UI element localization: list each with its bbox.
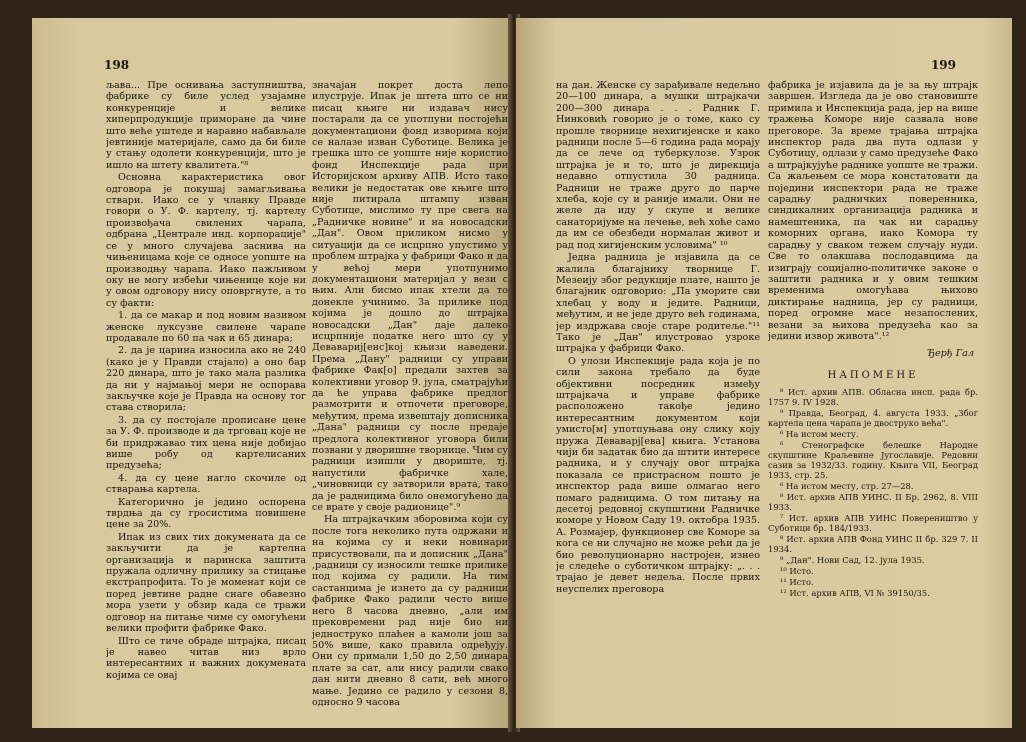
footnote: ⁶ Стенографске белешке Народне скупштине Краљевине Југославије. Редовни сазив за 1932/33. годину. Књига VII, Београд 1933, стр. 25.	[768, 440, 978, 481]
paragraph: 4. да су цене нагло скочиле од стварања картела.	[106, 472, 306, 496]
left-page	[32, 18, 510, 728]
paragraph: Основна карактеристика овог одговора је покушај замагљивања ствари. Иако се у чланку Правде говори о У. Ф. картелу, тј. картелу произвођача свилених чарапа, одбрана „Централе инд. корпорације" се у много случајева заснива на чињеницама које се односе уопште на производњу чарапа. Иако пажљивом оку не могу избећи чињенице које ни у овом одговору нису оповргнуте, а то су факти:	[106, 172, 306, 309]
footnote: ⁶ На истом месту.	[780, 429, 859, 440]
right-page-number: 199	[930, 58, 956, 72]
footnote: ⁸ Ист. архив АПВ УИНС. II Бр. 2962, 8. VIII 1933.	[768, 492, 978, 513]
paragraph: 3. да су постојале прописане цене за У. Ф. производе и да трговац које не би придржавао тих цена није добијао више робу од картелисаних предузећа;	[106, 414, 306, 472]
notes-heading: НАПОМЕНЕ	[827, 369, 919, 381]
paragraph: О улози Инспекције рада која је по сили закона требало да буде објективни посредник између штрајкача и управе фабрике расположено такође једино интересантним документом који умисто[м] употпуњава ону слику коју пружа Деваварј[ева] књига. Установа чији би задатак био да штити интересе радника, и у случају овог штрајка показала се пристрасном пошто је инспектор рада више олмагао него помаго радницима. О том питању на десетој редовној скупштини Радничке коморе у Новом Саду 19. октобра 1935. А. Розмајер, функционер све Коморе за кога се ни случајно не може рећи да је био револуционарно настројен, изнео је следеће о суботичком штрајку: „. . . трајао је девет недеља. После првих неуспелих преговора	[556, 355, 760, 595]
footnote: ⁷ Ист. архив АПВ УИНС Повереништво у Суботици бр. 184/1933.	[768, 513, 978, 534]
author-signature: Ђерђ Гал	[927, 348, 974, 360]
right-page	[516, 18, 1012, 728]
left-page-number: 198	[104, 58, 130, 72]
footnote: ⁶ На истом месту, стр. 27—28.	[780, 481, 914, 492]
footnote: ¹² Ист. архив АПВ, VI № 39150/35.	[780, 588, 930, 599]
paragraph: љава... Пре оснивања заступништва, фабрике су биле услед узајамне конкуренције и велике хиперпродукције приморане да чине што веће уштеде и наравно набављале јевтиније материјале, само да би биле у стању одолети конкуренцији, што је ишло на штету квалитета."⁸	[106, 80, 306, 171]
paragraph: на дан. Женске су зарађивале недељно 20—100 динара, а мушки штрајкачи 200—300 динара . . . Радник Г. Нинковић говорио је о томе, како су прошле творнице нехигијенске и како радници после 5—6 година рада морају да се лече од туберкулозе. Узрок штрајка је и то, што је дирекција недавно отпустила 30 радница. Радници не траже друго до парче хлеба, које су и раније имали. Они не желе да иду у скупе и велике санаторијуме на лечење, већ хоће само да им се обезбеди нормалан живот и рад под хигијенским условима" ¹⁰	[556, 80, 760, 251]
footnote: ¹⁰ Исто.	[780, 566, 814, 577]
left-column-1	[106, 80, 306, 720]
footnote: ¹¹ Исто.	[780, 577, 814, 588]
paragraph: 2. да је царина износила ако не 240 (како је у Правди стајало) а оно бар 220 динара, што је тако мала разлика да ни у најмањој мери не оспорава закључке које је Правда на основу тог става створила;	[106, 345, 306, 414]
right-column-2	[768, 80, 978, 720]
footnote: ⁹ „Дан". Нови Сад, 12. јула 1935.	[780, 555, 925, 566]
paragraph: Једна радница је изјавила да се жалила благајнику творнице Г. Мезеију због редукције плате, нашто је благајник одговорио: „Па уморите сви хлебац у воду и једите. Радници, међутим, и не једе друго већ годинама, јер издржава своје старе родитеље."¹¹ Тако је „Дан" илустровао узроке штрајка у фабрици Фако.	[556, 252, 760, 355]
paragraph: Што се тиче обраде штрајка, писац је навео читав низ врло интересантних и важних докумената којима се овај	[106, 635, 306, 681]
footnote: ⁸ Ист. архив АПВ Фонд УИНС II бр. 329 7. II 1934.	[768, 534, 978, 555]
footnote: ⁹ Правда, Београд, 4. августа 1933. „Због картела цена чарапа је двоструко већа".	[768, 408, 978, 429]
paragraph: значајан покрет доста лепо илуструје. Ипак је штета што се ни писац књиге ни издавач нису постарали да се употпуни постојећи документациони фонд изворима који се налазе изван Суботице. Велика је грешка што се уопште није користио фонд Инспекције рада при Историјском архиву АПВ. Исто тако велики је недостатак ове књиге што није питирала штампу изван Суботице, мислимо ту пре свега на „Радничке новине" и на новосадски „Дан". Овом приликом нисмо у ситуацији да се исцрпно упустимо у проблем штрајка у фабрици Фако и да у већој мери употпунимо документациони материјал у вези с њим. Али бисмо ипак хтели да то донекле учинимо. За прилике под којима је дошло до штрајка новосадски „Дан" даје далеко исцрпније податке него што су у Девавариј[енс]кој књизи наведени. Према „Дану" радници су управи фабрике Фак[о] предали захтев за колективни уговор 9. јула, сматрајући да ће управа фабрике предлог размотрити и отпочети преговоре, међутим, према извештају дописника „Дана" радници су после предаје предлога колективног уговора били позвани у дворишне творнице. Чим су радници изишли у двориште, тј. напустили фабричке хале, „чиновници су затворили врата, тако да је радницима било онемогућено да се врате у своје радионице".⁹	[312, 80, 508, 514]
paragraph: Ипак из свих тих докумената да се закључити да је картелна организација и паринска заштита пружала одличну прилику за стицање екстрапрофита. То је моменат који се поред јевтине радне снаге обавезно мора узети у обзир када се тражи одговор на питање чиме су омогућени велики профити фабрике Фако.	[106, 531, 306, 635]
paragraph: фабрика је изјавила да је за њу штрајк завршен. Изгледа да је ово становиште примила и Инспекција рада, јер на више тражења Коморе није сазвала нове преговоре. За време трајања штрајка инспектор рада два пута одлази у Суботицу, одлази у само предузеће Фако а штрајкујуће раднике уопште не тражи. Са жаљењем се мора констатовати да поједини инспектори рада не траже сарадњу радничких поверенника, синдикалних организација радника и намештеника, па чак ни сарадњу коморних органа, иако Комора ту сарадњу у сваком тежем случају нуди. Све то олакшава послодавцима да изиграју социјално-политичке законе о заштити радника и у овим тешким временима омогућава њиховo диктирање надница, јер су радници, поред огромне масе незапослених, везани за њихова предузећа као за једини извор живота".¹²	[768, 80, 978, 342]
paragraph: 1. да се макар и под новим називом женске луксузне свилене чарапе продавале по 60 па чак и 65 динара;	[106, 310, 306, 344]
right-column-1	[556, 80, 760, 720]
paragraph: Категорично је једино оспорена тврдња да су гросистима повишене цене за 20%.	[106, 496, 306, 531]
paragraph: На штрајкачким зборовима који су после тога неколико пута одржани и на којима су и неки новинари присуствовали, па и дописник „Дана" ,радници су износили тешке прилике под којима су радили. На тим састанцима је изнето да су радници фабрике Фако радили често више него 8 часова дневно, „али им прековремени рад није био ни једнострукo плаћен а камоли још за 50% више, како правила одређују. Они су примали 1,50 до 2,50 динара плате за сат, али нису радили свако дан нити дневно 8 сати, већ много мање. Једино се радило у сезони 8, односно 9 часова	[312, 514, 508, 708]
footnote: ⁸ Ист. архив АПВ. Обласна инсп. рада бр. 1757 9. IV 1928.	[768, 387, 978, 408]
left-column-2	[312, 80, 508, 720]
